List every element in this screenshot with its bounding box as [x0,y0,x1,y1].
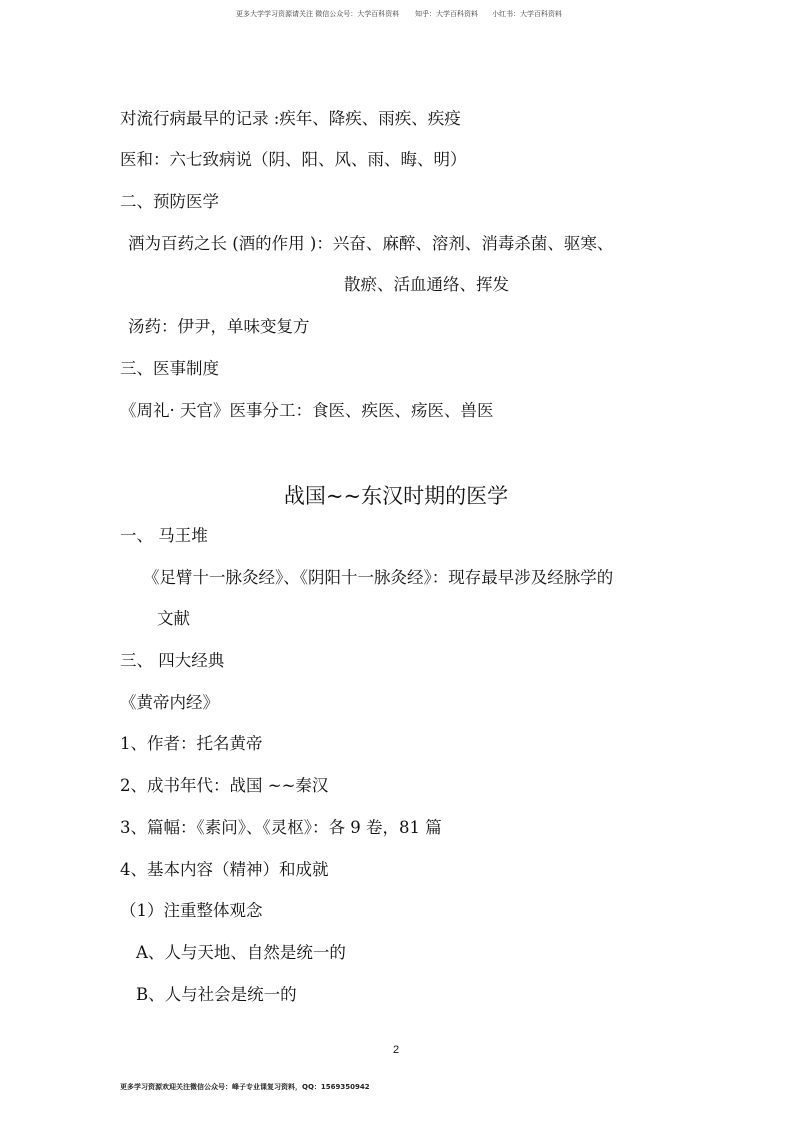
text-line: 《黄帝内经》 [120,693,219,712]
text-line: 3、篇幅：《素问》、《灵枢》：各 9 卷，81 篇 [120,818,442,837]
page-number: 2 [392,1044,400,1056]
text-line: 《周礼· 天官》医事分工：食医、疾医、疡医、兽医 [120,401,494,420]
text-line: （1）注重整体观念 [120,901,263,920]
page-footer: 更多学习资源欢迎关注微信公众号：峰子专业课复习资料，QQ：1569350942 [120,1083,370,1091]
text-line: 三、 四大经典 [120,651,225,670]
text-line: 一、 马王堆 [120,526,208,545]
header-right: 小红书：大学百科资料 [492,10,562,18]
text-line: 汤药：伊尹，单味变复方 [128,317,310,336]
text-line: 文献 [157,609,190,628]
text-line: 对流行病最早的记录 :疾年、降疾、雨疾、疾疫 [120,109,461,128]
text-line: 三、医事制度 [120,359,219,378]
text-line: 二、预防医学 [120,192,219,211]
header-middle: 知乎：大学百科资料 [415,10,478,18]
text-line: A、人与天地、自然是统一的 [136,943,346,962]
text-line: 医和：六七致病说（阴、阳、风、雨、晦、明） [120,150,467,169]
header-left: 更多大学学习资源请关注 微信公众号：大学百科资料 [236,10,400,18]
text-line: B、人与社会是统一的 [136,985,297,1004]
text-line: 4、基本内容（精神）和成就 [120,860,329,879]
text-line: 2、成书年代：战国 ~~秦汉 [120,776,329,795]
text-line: 1、作者：托名黄帝 [120,734,263,753]
section-title: 战国~~东汉时期的医学 [283,484,509,508]
text-line: 酒为百药之长 (酒的作用 )：兴奋、麻醉、溶剂、消毒杀菌、驱寒、 [128,234,614,253]
text-line: 《足臂十一脉灸经》、《阴阳十一脉灸经》：现存最早涉及经脉学的 [143,568,614,587]
text-line: 散瘀、活血通络、挥发 [344,275,509,294]
